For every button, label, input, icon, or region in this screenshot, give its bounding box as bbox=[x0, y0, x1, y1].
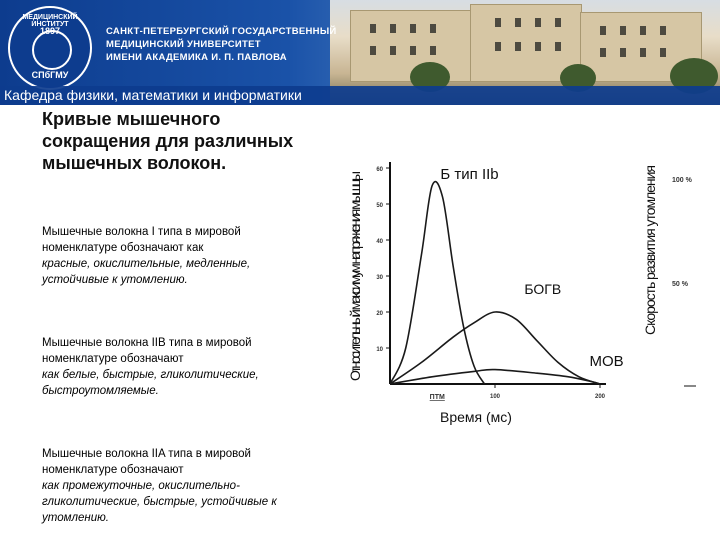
window bbox=[495, 42, 501, 51]
fiber-type-lead: Мышечные волокна IIB типа в мировой номенклатуре обозначают bbox=[42, 337, 252, 365]
y-tick-label: 60 bbox=[376, 167, 383, 173]
department-title: Кафедра физики, математики и информатики bbox=[4, 87, 302, 103]
window bbox=[390, 24, 396, 33]
slide-title: Кривые мышечного сокращения для различных мышечных волокон. bbox=[42, 109, 294, 173]
window bbox=[535, 18, 541, 27]
window bbox=[620, 48, 626, 57]
logo-emblem bbox=[32, 30, 72, 70]
university-name-line: ИМЕНИ АКАДЕМИКА И. П. ПАВЛОВА bbox=[106, 52, 287, 63]
series-line-type-iib bbox=[390, 182, 485, 384]
window bbox=[430, 24, 436, 33]
fiber-type-block bbox=[42, 335, 304, 399]
fiber-type-properties: красные, окислительные, медленные, устойчивые к утомлению. bbox=[42, 258, 251, 286]
chart-marks bbox=[390, 182, 600, 384]
window bbox=[620, 26, 626, 35]
fiber-type-properties: как белые, быстрые, гликолитические, быстроутомляемые. bbox=[42, 369, 259, 397]
window bbox=[555, 18, 561, 27]
university-name-line: МЕДИЦИНСКИЙ УНИВЕРСИТЕТ bbox=[106, 39, 261, 50]
window bbox=[430, 46, 436, 55]
right-tick-label: 100 % bbox=[672, 177, 692, 184]
series-line-bogv bbox=[390, 312, 600, 384]
right-axis-title: Скорость развития утомления bbox=[642, 165, 658, 335]
x-tick-note: ПТМ bbox=[429, 394, 445, 401]
window bbox=[370, 24, 376, 33]
window bbox=[515, 18, 521, 27]
window bbox=[555, 42, 561, 51]
window bbox=[515, 42, 521, 51]
window bbox=[390, 46, 396, 55]
window bbox=[410, 24, 416, 33]
logo-year: 1897 bbox=[39, 26, 61, 36]
window bbox=[370, 46, 376, 55]
fiber-type-block bbox=[42, 224, 304, 288]
muscle-contraction-chart bbox=[310, 150, 710, 440]
window bbox=[660, 48, 666, 57]
window bbox=[640, 26, 646, 35]
y-tick-label: 20 bbox=[376, 311, 383, 317]
y-axis-title: Относительный максимум напряжения мышцы bbox=[347, 171, 363, 381]
right-tick-label: 50 % bbox=[672, 281, 688, 288]
x-tick-label: 100 bbox=[489, 394, 501, 400]
chart-labels bbox=[347, 165, 693, 425]
logo-abbr: СПбГМУ bbox=[31, 70, 69, 80]
logo-ring-text: МЕДИЦИНСКИЙ ИНСТИТУТ bbox=[22, 14, 78, 28]
fiber-type-block bbox=[42, 446, 304, 526]
x-axis-title: Время (мс) bbox=[440, 409, 512, 425]
header-banner bbox=[0, 0, 720, 105]
fiber-type-properties: как промежуточные, окислительно-гликолитические, быстрые, устойчивые к утомлению. bbox=[42, 480, 277, 524]
window bbox=[600, 48, 606, 57]
window bbox=[600, 26, 606, 35]
series-label-mov: МОВ bbox=[589, 353, 624, 370]
university-logo bbox=[8, 6, 92, 90]
series-line-mov bbox=[390, 370, 600, 384]
window bbox=[535, 42, 541, 51]
university-name bbox=[106, 25, 337, 64]
university-name-line: САНКТ-ПЕТЕРБУРГСКИЙ ГОСУДАРСТВЕННЫЙ bbox=[106, 26, 337, 37]
x-tick-label: 200 bbox=[594, 394, 606, 400]
y-tick-label: 10 bbox=[376, 347, 383, 353]
window bbox=[410, 46, 416, 55]
series-label-bogv: БОГВ bbox=[524, 281, 562, 297]
fiber-type-lead: Мышечные волокна I типа в мировой номенклатуре обозначают как bbox=[42, 226, 241, 254]
y-tick-label: 50 bbox=[376, 203, 383, 209]
series-label-type-iib: Б тип IIb bbox=[440, 165, 499, 183]
y-tick-label: 40 bbox=[376, 239, 383, 245]
window bbox=[660, 26, 666, 35]
fiber-type-lead: Мышечные волокна IIA типа в мировой номенклатуре обозначают bbox=[42, 448, 251, 476]
y-tick-label: 30 bbox=[376, 275, 383, 281]
window bbox=[640, 48, 646, 57]
window bbox=[495, 18, 501, 27]
